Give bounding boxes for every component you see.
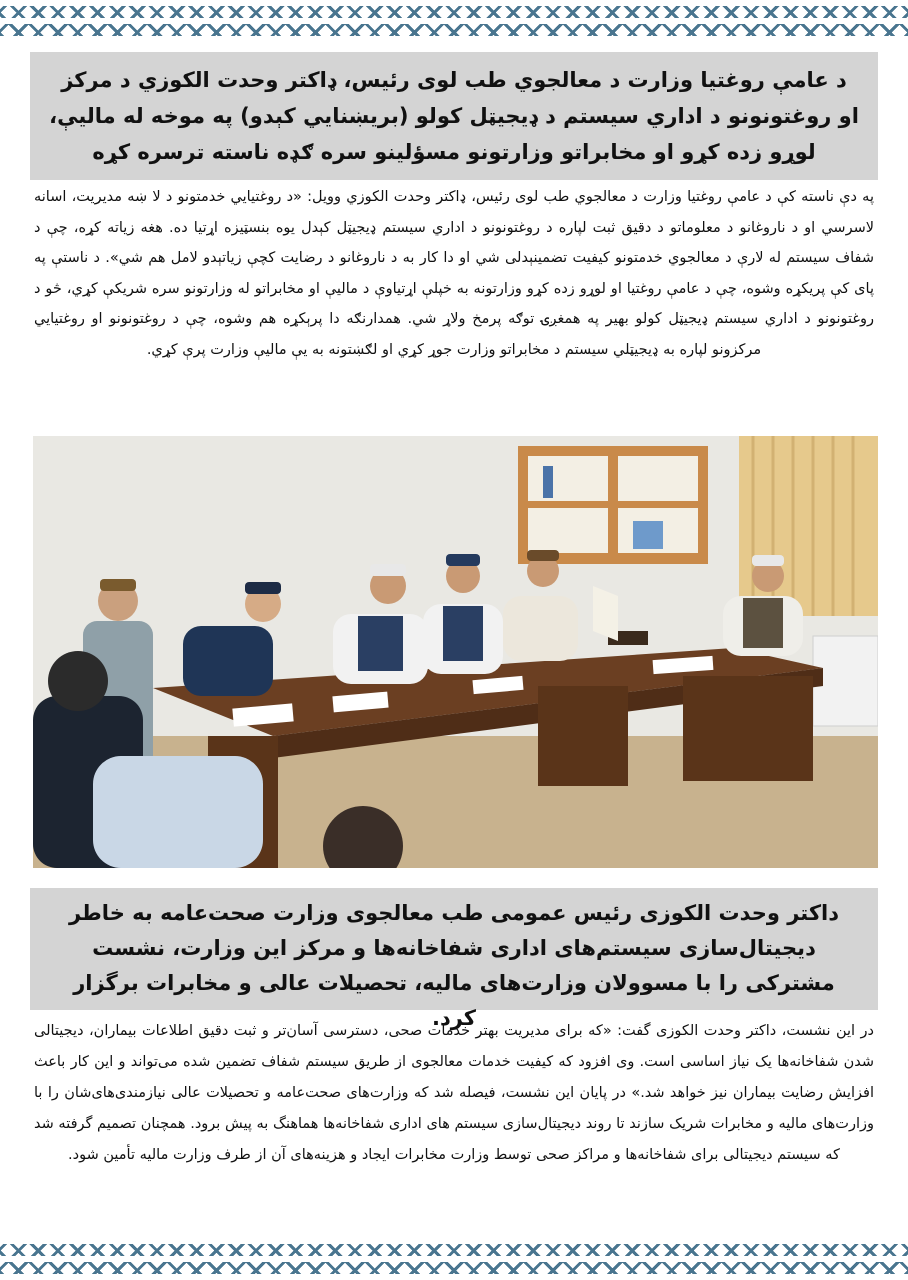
bottom-ornament-border	[0, 1244, 908, 1274]
meeting-room-illustration	[33, 436, 878, 868]
dari-body-paragraph: در این نشست، داکتر وحدت الکوزی گفت: «که برای مدیریت بهتر خدمات صحی، دسترسی آسان‌تر و ثبت دقیق اطلاعات بیماران، دیجیتالی شدن شفاخانه‌ها یک نیاز اساسی است. وی افزود که کیفیت خدمات معالجوی از طریق سیستم شفاف تضمین شده می‌تواند و این کار باعث افزایش رضایت بیماران نیز خواهد شد.» در پایان این نشست، فیصله شد که وزارت‌های صحت‌عامه و تحصیلات عالی نیازمندی‌های‌شان را با وزارت‌های مالیه و مخابرات شریک سازند تا روند دیجیتال‌سازی سیستم های اداری شفاخانه‌ها هماهنگ به پیش برود. همچنان تصمیم گرفته شد که سیستم دیجیتالی برای شفاخانه‌ها و مراکز صحی توسط وزارت مخابرات ایجاد و هزینه‌های آن از طرف وزارت مالیه تأمین شود.	[34, 1023, 874, 1163]
meeting-photo	[33, 436, 878, 868]
pashto-body-paragraph: په دې ناسته کې د عامې روغتیا وزارت د معالجوي طب لوی رئیس، ډاکتر وحدت الکوزي وویل: «د روغتیایي خدمتونو د لا ښه مدیریت، اسانه لاسرسي او د ناروغانو د معلوماتو د دقیق ثبت لپاره د روغتونونو د اداري سیستم ډیجیټل کېدل یوه بنسټیزه اړتیا ده. هغه زیاته کړه، چې د شفاف سیستم له لارې د معالجوي خدمتونو کیفیت تضمینېدلی شي او دا کار به د ناروغانو د رضایت کچې زیاتېدو لامل هم شي». د ناستې په پای کې پریکړه وشوه، چې د عامې روغتیا او لوړو زده کړو وزارتونه به خپلې اړتیاوې د مالیې او مخابراتو له وزارتونو سره شریکې کړي، څو د روغتونونو د اداري سیستم ډیجیټل کولو بهیر په همغږۍ توګه پرمخ ولاړ شي. همدارنګه دا پرېکړه هم وشوه، چې د روغتونونو او روغتیایي مرکزونو لپاره به ډیجیټلي سیستم د مخابراتو وزارت جوړ کړي او لګښتونه به یې مالیې وزارت پرې کړي.	[34, 189, 874, 358]
top-ornament-border	[0, 6, 908, 36]
dari-headline: داکتر وحدت الکوزی رئیس عمومی طب معالجوی وزارت صحت‌عامه به خاطر دیجیتال‌سازی سیستم‌های اداری شفاخانه‌ها و مرکز این وزارت، نشست مشترکی را با مسوولان وزارت‌های مالیه، تحصیلات عالی و مخابرات برگزار کرد.	[30, 888, 878, 1010]
pashto-headline: د عامې روغتیا وزارت د معالجوي طب لوی رئیس، ډاکتر وحدت الکوزي د مرکز او روغتونونو د اداري سیستم د ډیجیټل کولو (بریښنایي کېدو) په موخه له مالیې، لوړو زده کړو او مخابراتو وزارتونو مسؤلینو سره ګډه ناسته ترسره کړه	[30, 52, 878, 180]
